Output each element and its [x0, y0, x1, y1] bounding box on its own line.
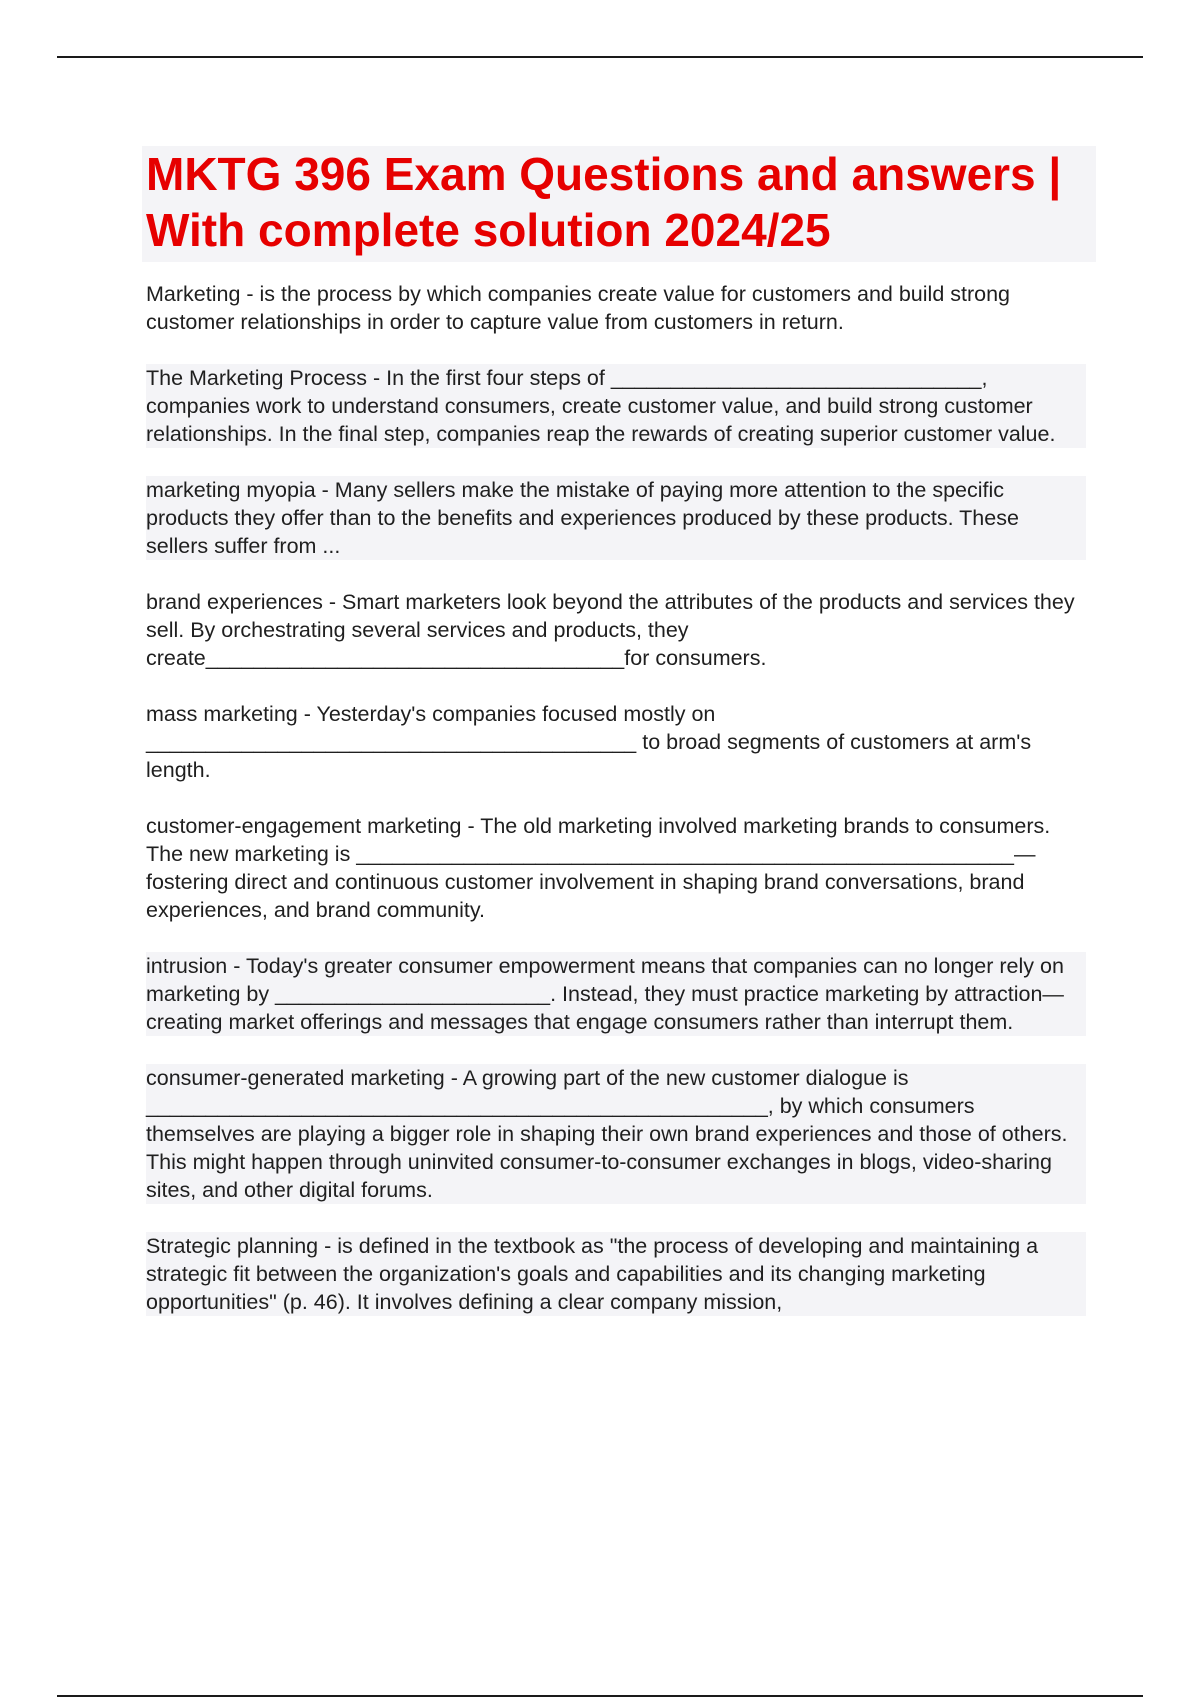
entry-term: Marketing [146, 282, 241, 306]
entry-definition: Smart marketers look beyond the attributes of the products and services they sell. By orchestrating several services and products, they create___________________________________for consumers. [146, 590, 1075, 670]
entry-definition: is defined in the textbook as "the process of developing and maintaining a strategic fit between the organization's goals and capabilities and its changing marketing opportunities" (p. 46). It involves defining a clear company mission, [146, 1234, 1039, 1314]
entry-separator: - [367, 366, 387, 390]
entry-separator: - [227, 954, 246, 978]
entry-term: customer-engagement marketing [146, 814, 462, 838]
entry-definition: In the first four steps of _______________________________, companies work to understand consumers, create customer value, and build strong customer relationships. In the final step, companies reap the rewards of creating superior customer value. [146, 366, 1056, 446]
entry-separator: - [297, 702, 317, 726]
entry-definition: Yesterday's companies focused mostly on _________________________________________ to broad segments of customers at arm's length. [146, 702, 1032, 782]
entry-term: Strategic planning [146, 1234, 319, 1258]
entry-separator: - [315, 478, 335, 502]
title-block [142, 146, 1096, 262]
entry-separator: - [461, 814, 481, 838]
entry-definition: Today's greater consumer empowerment means that companies can no longer rely on marketing by _______________________. Instead, they must practice marketing by attraction—creating market offerings and messages that engage consumers rather than interrupt them. [146, 954, 1064, 1034]
entry-separator: - [322, 590, 343, 614]
entry-separator: - [444, 1066, 463, 1090]
entry-definition: The old marketing involved marketing brands to consumers. The new marketing is _______________________________________________________—fostering direct and continuous customer involvement in shaping brand conversations, brand experiences, and brand community. [146, 814, 1051, 922]
entry-definition: is the process by which companies create value for customers and build strong customer relationships in order to capture value from customers in return. [146, 282, 1010, 334]
entry-term: consumer-generated marketing [146, 1066, 445, 1090]
header-rule [57, 56, 1143, 58]
qa-entry [146, 476, 1086, 560]
qa-entry [146, 700, 1086, 784]
qa-entry [146, 1232, 1086, 1316]
entry-definition: A growing part of the new customer dialogue is ____________________________________________________, by which consumers themselves are playing a bigger role in shaping their own brand experiences and those of others. This might happen through uninvited consumer-to-consumer exchanges in blogs, video-sharing sites, and other digital forums. [146, 1066, 1068, 1202]
footer-rule [57, 1695, 1143, 1697]
qa-list [146, 280, 1086, 1344]
entry-definition: Many sellers make the mistake of paying more attention to the specific products they offer than to the benefits and experiences produced by these products. These sellers suffer from ... [146, 478, 1019, 558]
entry-separator: - [318, 1234, 338, 1258]
qa-entry [146, 952, 1086, 1036]
entry-term: The Marketing Process [146, 366, 368, 390]
entry-separator: - [240, 282, 260, 306]
qa-entry [146, 1064, 1086, 1204]
qa-entry [146, 280, 1086, 336]
entry-term: intrusion [146, 954, 228, 978]
qa-entry [146, 588, 1086, 672]
document-title: MKTG 396 Exam Questions and answers | With complete solution 2024/25 [146, 148, 1062, 256]
entry-term: mass marketing [146, 702, 298, 726]
qa-entry [146, 364, 1086, 448]
qa-entry [146, 812, 1086, 924]
entry-term: marketing myopia [146, 478, 316, 502]
entry-term: brand experiences [146, 590, 323, 614]
